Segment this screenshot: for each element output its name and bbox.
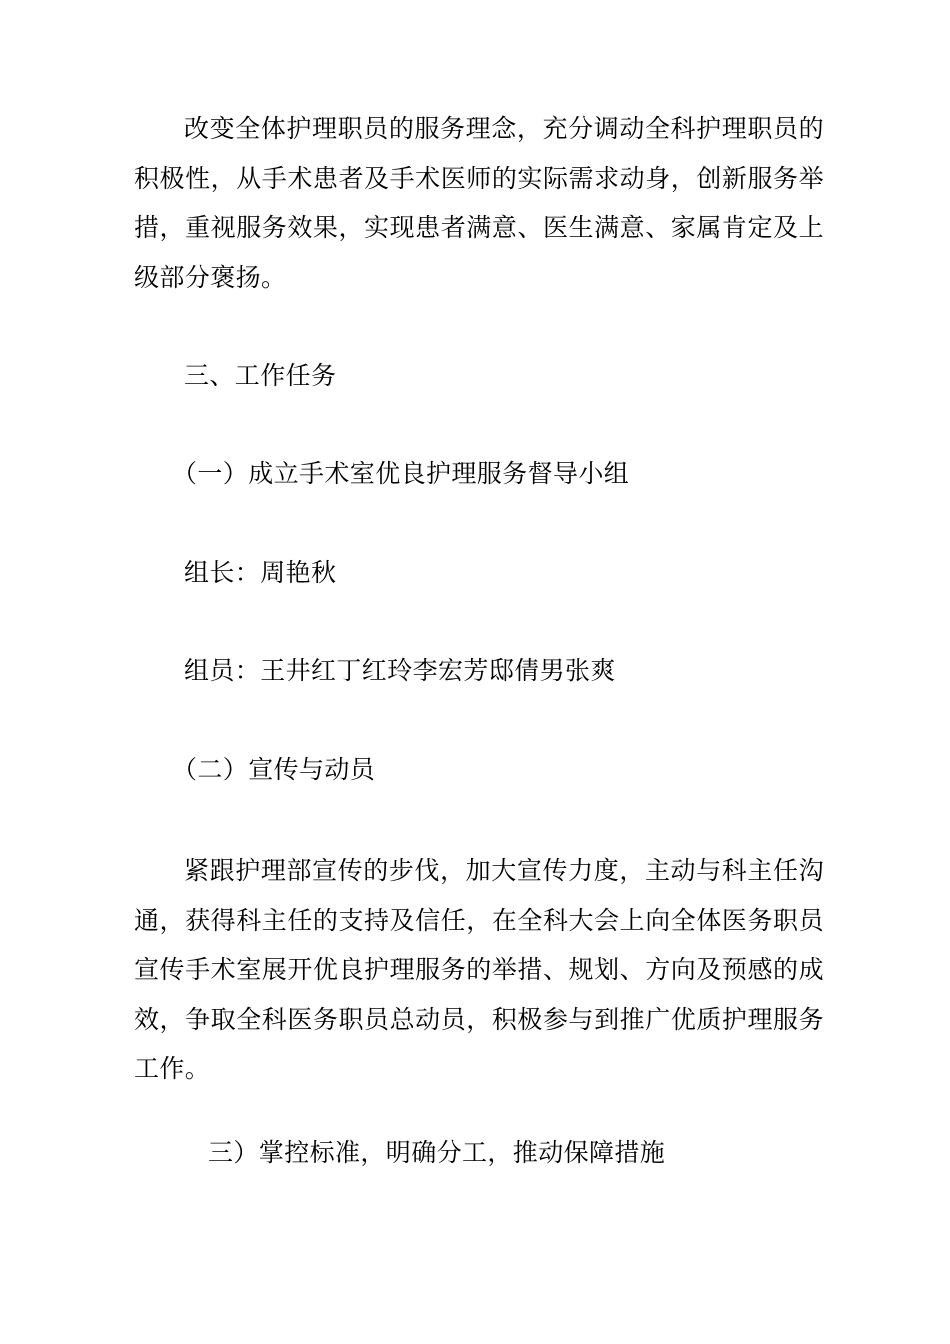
subheading-standards: 三）掌控标准，明确分工，推动保障措施	[208, 1138, 666, 1167]
section-heading-work-tasks: 三、工作任务	[184, 361, 337, 390]
subheading-publicity: （二）宣传与动员	[172, 755, 376, 784]
subheading-supervision-group: （一）成立手术室优良护理服务督导小组	[172, 459, 630, 488]
group-leader-line: 组长：周艳秋	[184, 558, 337, 587]
group-members-line: 组员：王井红丁红玲李宏芳邸倩男张爽	[184, 656, 616, 685]
intro-paragraph: 改变全体护理职员的服务理念，充分调动全科护理职员的积极性，从手术患者及手术医师的实际需求动身，创新服务举措，重视服务效果，实现患者满意、医生满意、家属肯定及上级部分褒扬。	[134, 114, 824, 292]
publicity-paragraph: 紧跟护理部宣传的步伐，加大宣传力度，主动与科主任沟通，获得科主任的支持及信任，在全科大会上向全体医务职员宣传手术室展开优良护理服务的举措、规划、方向及预感的成效，争取全科医务职员总动员，积极参与到推广优质护理服务工作。	[134, 856, 824, 1083]
